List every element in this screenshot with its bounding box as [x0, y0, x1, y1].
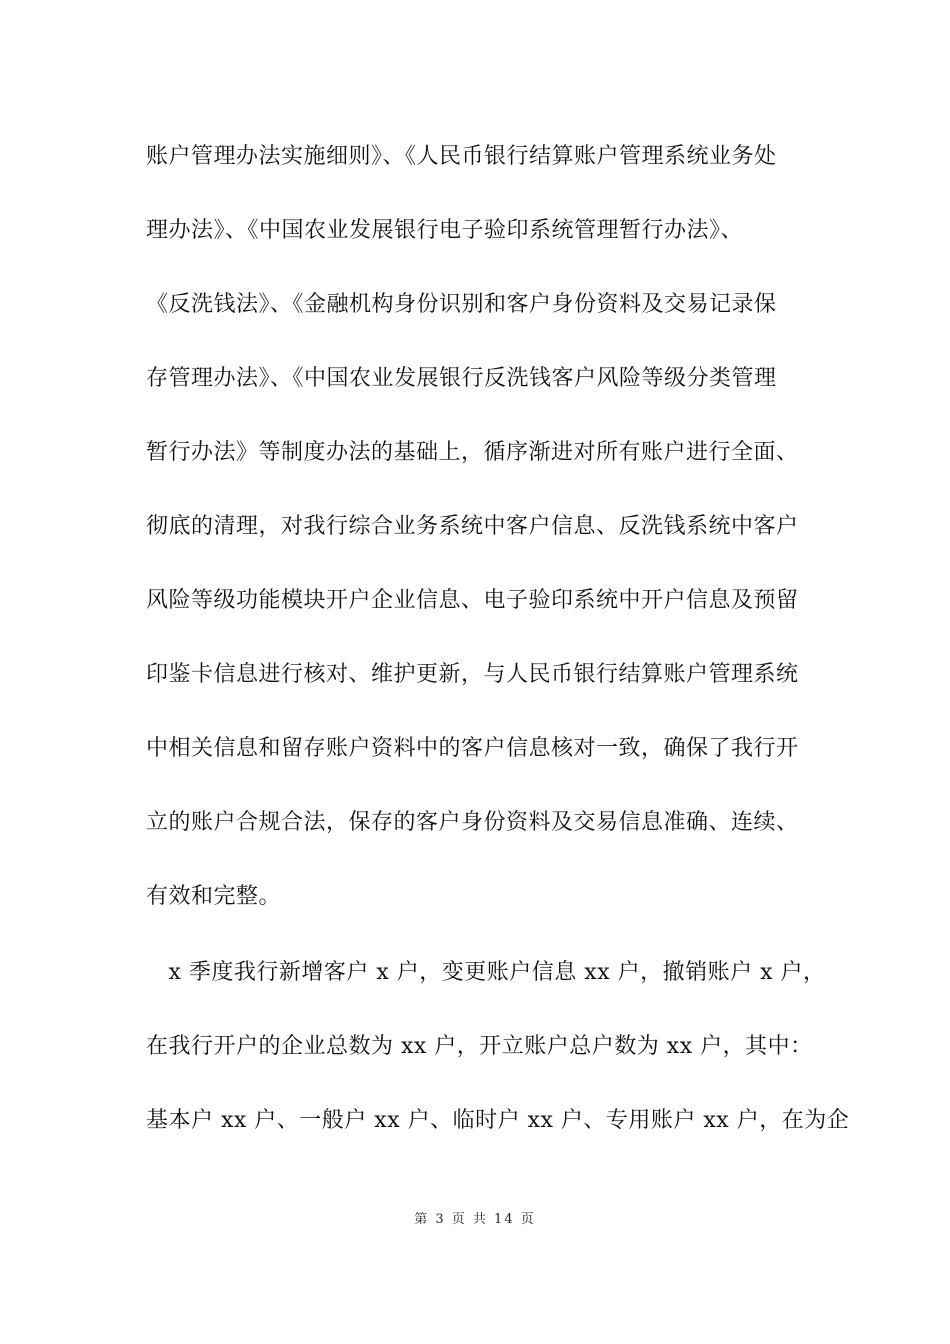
text-line-9: 中相关信息和留存账户资料中的客户信息核对一致，确保了我行开 — [146, 736, 799, 761]
text-line-10: 立的账户合规合法，保存的客户身份资料及交易信息准确、连续、 — [146, 810, 799, 835]
text-line-8: 印鉴卡信息进行核对、维护更新，与人民币银行结算账户管理系统 — [146, 662, 799, 687]
text-line-13: 在我行开户的企业总数为 xx 户，开立账户总户数为 xx 户，其中： — [146, 1034, 813, 1059]
page-number-footer: 第 3 页 共 14 页 — [414, 1212, 536, 1227]
text-line-4: 存管理办法》、《中国农业发展银行反洗钱客户风险等级分类管理 — [146, 366, 777, 391]
text-line-12: x 季度我行新增客户 x 户，变更账户信息 xx 户，撤销账户 x 户， — [146, 960, 826, 985]
text-line-3: 《反洗钱法》、《金融机构身份识别和客户身份资料及交易记录保 — [146, 292, 777, 317]
text-line-5: 暂行办法》等制度办法的基础上，循序渐进对所有账户进行全面、 — [146, 440, 799, 465]
text-line-2: 理办法》、《中国农业发展银行电子验印系统管理暂行办法》、 — [146, 218, 744, 243]
text-line-6: 彻底的清理，对我行综合业务系统中客户信息、反洗钱系统中客户 — [146, 514, 799, 539]
text-line-1: 账户管理办法实施细则》、《人民币银行结算账户管理系统业务处 — [146, 144, 777, 169]
text-line-14: 基本户 xx 户、一般户 xx 户、临时户 xx 户、专用账户 xx 户，在为企 — [146, 1108, 850, 1133]
text-line-7: 风险等级功能模块开户企业信息、电子验印系统中开户信息及预留 — [146, 588, 799, 613]
text-line-11: 有效和完整。 — [146, 884, 282, 909]
